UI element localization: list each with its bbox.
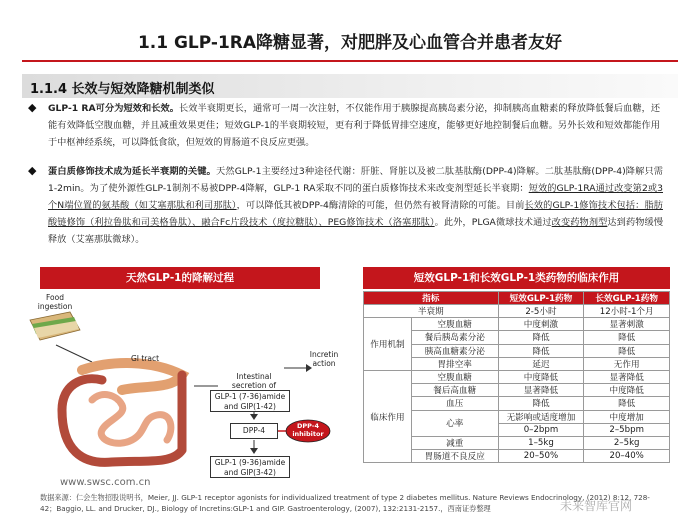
food-ingestion-label: Food ingestion [37,293,73,311]
table-cell: 降低 [498,331,584,344]
dpp4-inhibitor-label: DPP-4 inhibitor [292,422,324,438]
paragraph-lead: 蛋白质修饰技术成为延长半衰期的关键。 [48,166,217,177]
paragraph-text: 长效半衰期更长，通常可一周一次注射，不仅能作用于胰腺提高胰岛素分泌，抑制胰高血糖素的释放降低餐后血糖，还能有效降低空腹血糖，并且减重效果更佳；短效GLP-1的半衰期较短，更有利于降低胃排空速度，能够更好地控制餐后血糖。另外长效和短效都能作用于中枢神经系统，可以降低食欲，但短效的胃肠道不良反应更强。 [48,103,661,148]
page-title: 1.1 GLP-1RA降糖显著，对肥胖及心血管合并患者友好 [137,33,563,53]
table-cell: 降低 [498,344,584,357]
table-row [364,305,670,318]
gi-tract-label: GI tract [130,354,160,363]
header-cell: 短效GLP-1药物 [498,292,584,305]
table-cell: 降低 [498,397,584,410]
table-cell: 1–5kg [498,436,584,449]
intestine-icon [62,363,182,462]
dpp4-box: DPP-4 [230,423,278,439]
data-source-note: 数据来源：仁会生物招股说明书，Meier, JJ. GLP-1 receptor agonists for individualized treatment of type 2 diabetes mellitus. Nature Reviews Endocrinology, (2012) 8:12, 728-42；Baggio, LL. and Drucker, DJ., Biology of Incretins:GLP-1 and GIP. Gastroenterology, (2007), 132:2131-2157.，西南证券整理 [40,493,650,513]
table-cell: 降低 [584,344,670,357]
table-cell: 空腹血糖 [411,318,498,331]
table-cell: 中度刺激 [498,318,584,331]
table-cell: 显著降低 [584,370,670,383]
section-heading: 1.1.4 长效与短效降糖机制类似 [30,82,215,97]
table-cell: 无影响或适度增加 [498,410,584,423]
table-cell: 餐后胰岛素分泌 [411,331,498,344]
table-cell: 2–5bpm [584,423,670,436]
header-cell: 指标 [364,292,499,305]
intestinal-secretion-label: Intestinal secretion of [231,372,277,390]
table-cell: 胃肠道不良反应 [411,450,498,463]
table-title: 短效GLP-1和长效GLP-1类药物的临床作用 [363,267,670,289]
title-divider [22,60,678,62]
active-glp1-box: GLP-1 (7-36)amide and GIP(1-42) [210,390,290,412]
bullet-diamond-icon: ◆ [28,164,37,177]
diagram-graphics [22,290,342,490]
table-cell: 胰高血糖素分泌 [411,344,498,357]
clinical-effects-table [363,291,670,463]
table-header-row [364,292,670,305]
category-cell: 临床作用 [364,370,412,462]
glp1-degradation-diagram [22,290,342,490]
table-cell: 2-5小时 [498,305,584,318]
underlined-text: 改变药物剂型 [551,217,608,228]
table-cell: 显著刺激 [584,318,670,331]
table-cell: 显著降低 [498,384,584,397]
sandwich-icon [30,312,80,340]
source-url: www.swsc.com.cn [60,477,151,488]
table-cell: 餐后高血糖 [411,384,498,397]
paragraph-text: 天然GLP-1主要经过3种途径代谢：肝脏、肾脏以及被二肽基肽酶(DPP-4)降解。二肽基肽酶(DPP-4)降解只需1-2min。为了使外源性GLP-1制剂不易被DPP-4降解，GLP-1 RA采取不同的蛋白质修饰技术来改变剂型延长半衰期： [48,166,663,194]
table-cell: 减重 [411,436,498,449]
table-cell: 降低 [584,331,670,344]
table-cell: 20–50% [498,450,584,463]
table-cell: 延迟 [498,357,584,370]
category-cell: 作用机制 [364,318,412,371]
incretin-action-label: Incretin action [309,350,339,368]
bullet-diamond-icon: ◆ [28,101,37,114]
table-cell: 12小时-1个月 [584,305,670,318]
table-cell: 中度降低 [584,384,670,397]
paragraph-lead: GLP-1 RA可分为短效和长效。 [48,103,179,114]
table-cell: 无作用 [584,357,670,370]
underlined-text: 短效的GLP-1RA通过改变第2或3个N端位置的氨基酸（如艾塞那肽和利司那肽） [48,183,663,211]
header-cell: 长效GLP-1药物 [584,292,670,305]
paragraph-text: 。此外，PLGA微球技术通过 [434,217,552,228]
table-cell: 血压 [411,397,498,410]
table-cell: 2–5kg [584,436,670,449]
diagram-title: 天然GLP-1的降解过程 [40,267,320,289]
paragraph-protein-modification [48,163,663,248]
table-cell: 中度增加 [584,410,670,423]
table-cell: 0–2bpm [498,423,584,436]
table-cell: 空腹血糖 [411,370,498,383]
table-row [364,318,670,331]
table-row [364,370,670,383]
table-cell: 半衰期 [364,305,499,318]
underlined-text: 长效的GLP-1修饰技术包括：脂肪酸链修饰（利拉鲁肽和司美格鲁肽）、融合Fc片段技术（度拉糖肽）、PEG修饰技术（洛塞那肽） [48,200,663,228]
inactive-glp1-box: GLP-1 (9-36)amide and GIP(3-42) [210,456,290,478]
table-cell: 胃排空率 [411,357,498,370]
table-cell: 降低 [584,397,670,410]
paragraph-text: 达到药物缓慢释放（艾塞那肽微球）。 [48,217,664,245]
table-cell: 中度降低 [498,370,584,383]
paragraph-text: ，可以降低其被DPP-4酶清除的可能，但仍然有被肾清除的可能。目前 [236,200,525,211]
table-cell: 20–40% [584,450,670,463]
watermark: 未来智库官网 [560,499,633,513]
table-cell: 心率 [411,410,498,436]
paragraph-short-long [48,100,660,151]
